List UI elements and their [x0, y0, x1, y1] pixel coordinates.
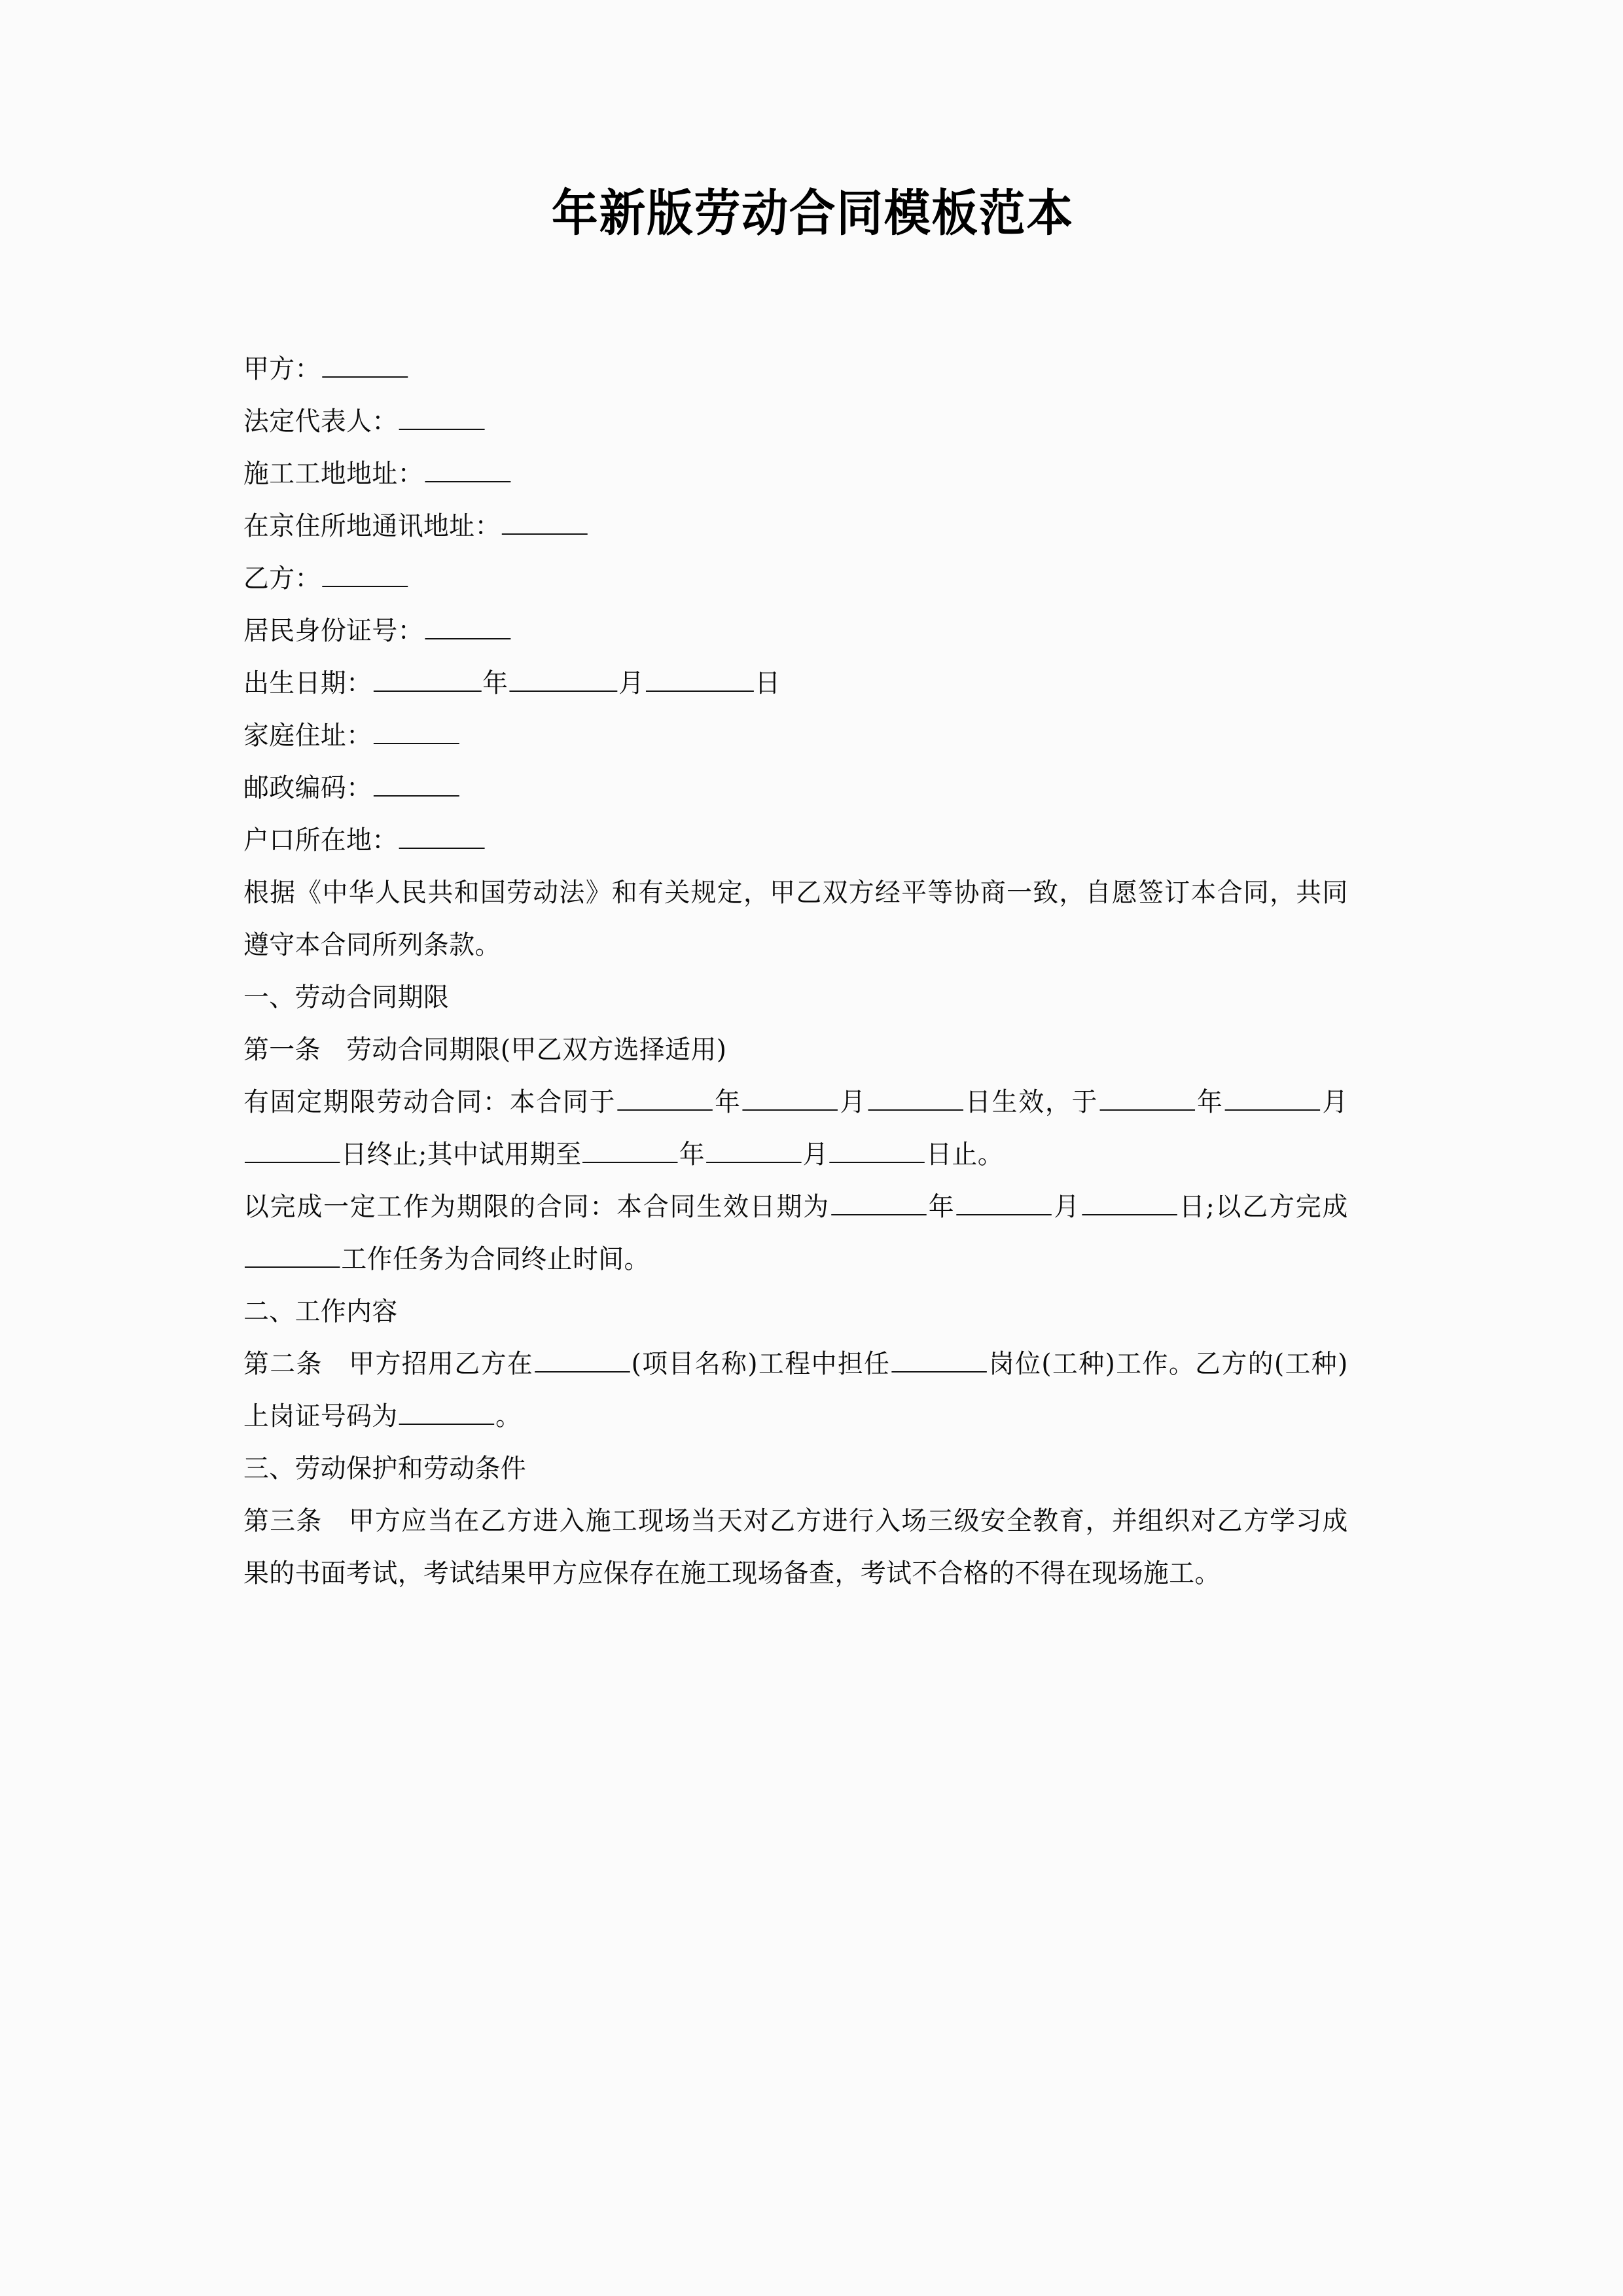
- blank-line-position[interactable]: [891, 1345, 986, 1372]
- blank-line-effective-day[interactable]: [1082, 1188, 1177, 1215]
- text-segment: 月: [1321, 1087, 1348, 1117]
- blank-line-year[interactable]: [373, 664, 481, 692]
- field-party-b: [243, 552, 1348, 605]
- text-segment: 月: [802, 1139, 829, 1170]
- blank-line[interactable]: [399, 821, 485, 849]
- text-segment: 年: [1196, 1087, 1224, 1117]
- blank-line[interactable]: [373, 717, 459, 744]
- section-heading-2: 二、工作内容: [243, 1297, 398, 1327]
- field-label: 乙方：: [243, 564, 321, 594]
- document-content: [243, 0, 1382, 1600]
- text-segment: 。: [495, 1401, 522, 1431]
- blank-line[interactable]: [322, 350, 408, 378]
- text-segment: (项目名称)工程中担任: [631, 1349, 891, 1379]
- blank-line-start-day[interactable]: [868, 1083, 963, 1111]
- field-label: 家庭住址：: [243, 721, 372, 751]
- field-label: 法定代表人：: [243, 406, 398, 437]
- separator-day: 日: [755, 668, 781, 698]
- clause-1-paragraph-fixed-term: [243, 1076, 1348, 1181]
- field-id-number: [243, 605, 1348, 657]
- blank-line[interactable]: [322, 560, 408, 587]
- blank-line-effective-month[interactable]: [956, 1188, 1052, 1215]
- field-label: 施工工地地址：: [243, 459, 423, 489]
- blank-line[interactable]: [425, 612, 510, 639]
- text-segment: 日终止;其中试用期至: [341, 1139, 582, 1170]
- clause-1-paragraph-task-based: [243, 1181, 1348, 1285]
- text-segment: 第二条 甲方招用乙方在: [243, 1349, 534, 1379]
- blank-line-project-name[interactable]: [535, 1345, 630, 1372]
- page-title: 年新版劳动合同模板范本: [552, 184, 1074, 242]
- blank-line-probation-month[interactable]: [706, 1136, 802, 1163]
- field-label: 邮政编码：: [243, 773, 372, 803]
- separator-month: 月: [618, 668, 645, 698]
- blank-line-end-year[interactable]: [1099, 1083, 1195, 1111]
- blank-line-certificate-number[interactable]: [399, 1397, 495, 1425]
- field-label: 居民身份证号：: [243, 616, 423, 646]
- field-label: 甲方：: [243, 354, 321, 384]
- blank-line-task[interactable]: [245, 1240, 340, 1268]
- text-segment: 月: [839, 1087, 867, 1117]
- blank-line-effective-year[interactable]: [831, 1188, 926, 1215]
- field-party-a: [243, 343, 1348, 395]
- blank-line-month[interactable]: [509, 664, 617, 692]
- blank-line-day[interactable]: [645, 664, 753, 692]
- blank-line-end-day[interactable]: [245, 1136, 340, 1163]
- blank-line[interactable]: [502, 507, 588, 535]
- section-heading-3: 三、劳动保护和劳动条件: [243, 1454, 527, 1484]
- text-segment: 日;以乙方完成: [1178, 1192, 1348, 1222]
- field-legal-representative: [243, 395, 1348, 448]
- text-segment: 岗位(工种)工作。乙方的(工种)上岗证号码为: [243, 1349, 1348, 1431]
- blank-line[interactable]: [373, 769, 459, 797]
- text-segment: 年: [713, 1087, 741, 1117]
- blank-line-probation-day[interactable]: [830, 1136, 925, 1163]
- preamble-paragraph: 根据《中华人民共和国劳动法》和有关规定，甲乙双方经平等协商一致，自愿签订本合同，共同遵守本合同所列条款。: [243, 878, 1348, 960]
- text-segment: 以完成一定工作为期限的合同：本合同生效日期为: [243, 1192, 830, 1222]
- clause-2-paragraph: [243, 1338, 1348, 1443]
- text-segment: 月: [1052, 1192, 1081, 1222]
- blank-line-end-month[interactable]: [1225, 1083, 1321, 1111]
- blank-line-start-year[interactable]: [617, 1083, 713, 1111]
- text-segment: 年: [679, 1139, 705, 1170]
- text-segment: 日止。: [926, 1139, 1004, 1170]
- field-home-address: [243, 709, 1348, 762]
- blank-line[interactable]: [399, 403, 485, 430]
- blank-line-start-month[interactable]: [743, 1083, 838, 1111]
- field-beijing-mailing-address: [243, 500, 1348, 552]
- text-segment: 工作任务为合同终止时间。: [341, 1244, 650, 1274]
- section-heading-1: 一、劳动合同期限: [243, 982, 450, 1013]
- field-label: 在京住所地通讯地址：: [243, 511, 501, 541]
- field-postal-code: [243, 762, 1348, 814]
- separator-year: 年: [482, 668, 508, 698]
- blank-line[interactable]: [425, 455, 510, 482]
- field-label: 出生日期：: [243, 668, 372, 698]
- field-birth-date: [243, 657, 1348, 709]
- field-household-registration: [243, 814, 1348, 867]
- text-segment: 日生效，于: [964, 1087, 1099, 1117]
- blank-line-probation-year[interactable]: [582, 1136, 678, 1163]
- text-segment: 年: [927, 1192, 955, 1222]
- field-label: 户口所在地：: [243, 825, 398, 855]
- document-body: [243, 343, 1382, 1600]
- text-segment: 有固定期限劳动合同：本合同于: [243, 1087, 616, 1117]
- field-site-address: [243, 448, 1348, 500]
- clause-3-paragraph: 第三条 甲方应当在乙方进入施工现场当天对乙方进行入场三级安全教育，并组织对乙方学习成果的书面考试，考试结果甲方应保存在施工现场备查，考试不合格的不得在现场施工。: [243, 1506, 1348, 1588]
- clause-title-1: 第一条 劳动合同期限(甲乙双方选择适用): [243, 1035, 727, 1065]
